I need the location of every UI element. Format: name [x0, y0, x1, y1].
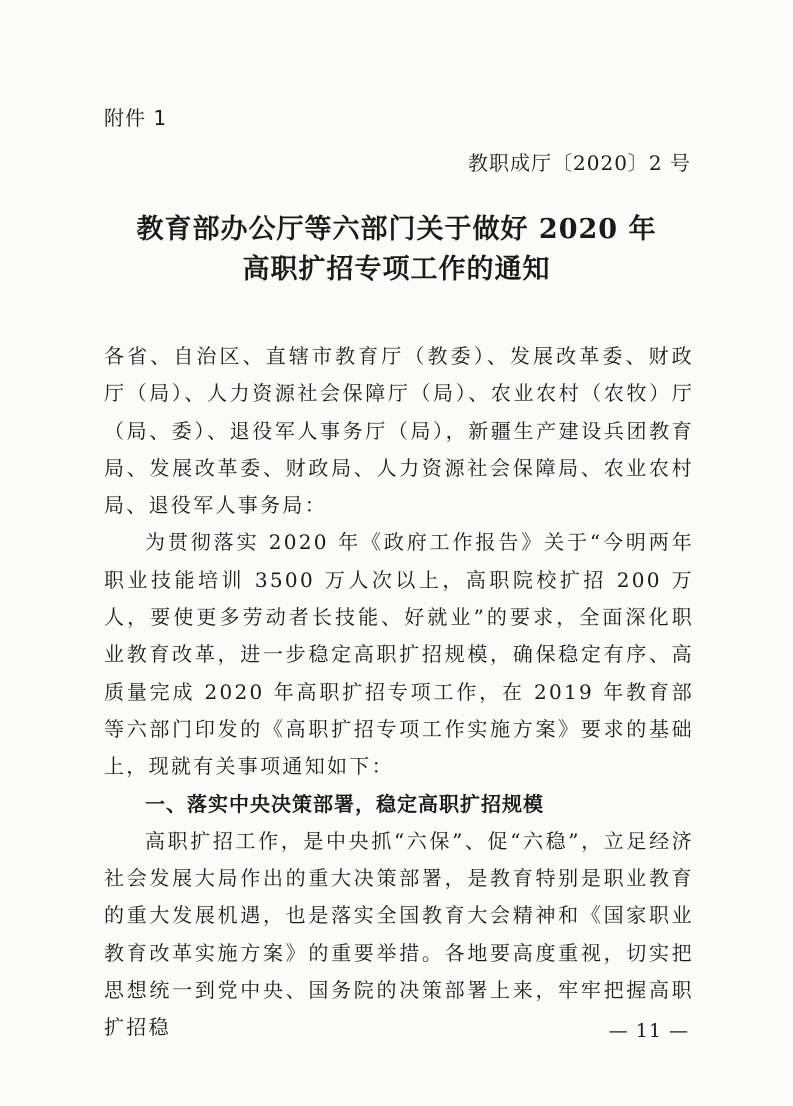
document-body — [104, 338, 694, 1047]
page-number: — 11 — — [608, 1020, 689, 1042]
section-1-heading: 一、落实中央决策部署，稳定高职扩招规模 — [145, 791, 544, 816]
document-title — [0, 210, 793, 290]
section-1-paragraph: 高职扩招工作，是中央抓“六保”、促“六稳”，立足经济社会发展大局作出的重大决策部署，是教育特别是职业教育的重大发展机遇，也是落实全国教育大会精神和《国家职业教育改革实施方案》的重要举措。各地要高度重视，切实把思想统一到党中央、国务院的决策部署上来，牢牢把握高职扩招稳 — [104, 828, 694, 1040]
intro-paragraph: 为贯彻落实 2020 年《政府工作报告》关于“今明两年职业技能培训 3500 万人次以上，高职院校扩招 200 万人，要使更多劳动者长技能、好就业”的要求，全面深化职业教育改革，进一步稳定高职扩招规模，确保稳定有序、高质量完成 2020 年高职扩招专项工作，在 2019 年教育部等六部门印发的《高职扩招专项工作实施方案》要求的基础上，现就有关事项通知如下： — [104, 530, 694, 779]
document-number: 教职成厅〔2020〕2 号 — [468, 151, 691, 175]
title-line-1: 教育部办公厅等六部门关于做好 2020 年 — [136, 214, 657, 245]
attachment-label: 附件 1 — [104, 106, 168, 130]
title-line-2: 高职扩招专项工作的通知 — [242, 254, 551, 285]
recipients-paragraph: 各省、自治区、直辖市教育厅（教委）、发展改革委、财政厅（局）、人力资源社会保障厅（局）、农业农村（农牧）厅（局、委）、退役军人事务厅（局），新疆生产建设兵团教育局、发展改革委、财政局、人力资源社会保障局、农业农村局、退役军人事务局： — [104, 344, 694, 518]
